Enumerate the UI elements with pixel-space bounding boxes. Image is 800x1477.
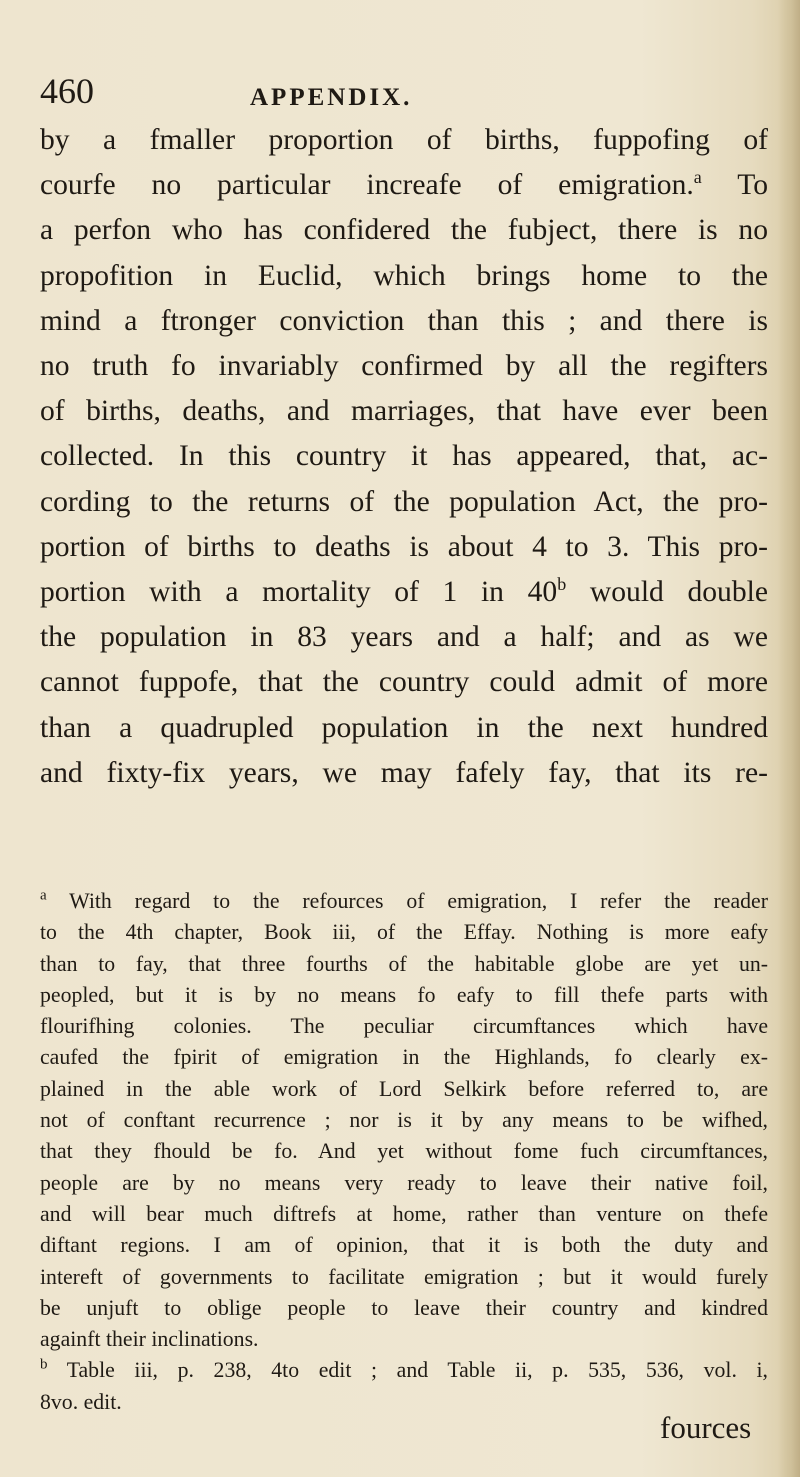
text-line: of births, deaths, and marriages, that have ever been — [40, 395, 768, 428]
footnote-ref: a — [693, 167, 702, 188]
footnote-line: be unjuft to oblige people to leave their country and kindred — [40, 1295, 768, 1320]
footnote-mark: a — [40, 887, 47, 904]
page-edge — [778, 0, 800, 1477]
text-line: portion of births to deaths is about 4 to 3. This pro- — [40, 530, 768, 563]
footnotes — [40, 886, 768, 1418]
footnote-line: $^b$ Table iii, p. 238, 4to edit ; and Table ii, p. 535, 536, vol. i, — [40, 1357, 768, 1383]
text-line: than a quadrupled population in the next hundred — [40, 711, 768, 744]
footnote-line: intereft of governments to facilitate emigration ; but it would furely — [40, 1264, 768, 1289]
footnote-line: flourifhing colonies. The peculiar circumftances which have — [40, 1014, 768, 1039]
footnote-line: caufed the fpirit of emigration in the Highlands, fo clearly ex- — [40, 1045, 768, 1070]
footnote-line: people are by no means very ready to leave their native foil, — [40, 1170, 768, 1195]
footnote-line: againft their inclinations. — [40, 1327, 259, 1352]
text-line: cannot fuppofe, that the country could admit of more — [40, 666, 768, 699]
footnote-line: plained in the able work of Lord Selkirk before referred to, are — [40, 1076, 768, 1101]
running-head: APPENDIX. — [250, 84, 413, 111]
footnote-line: 8vo. edit. — [40, 1389, 122, 1414]
footnote-line: than to fay, that three fourths of the habitable globe are yet un- — [40, 951, 768, 976]
footnote-line: and will bear much diftrefs at home, rather than venture on thefe — [40, 1201, 768, 1226]
page-header — [40, 70, 770, 118]
footnote-line: not of conftant recurrence ; nor is it by any means to be wifhed, — [40, 1108, 768, 1133]
text-line: portion with a mortality of 1 in 40$^b$ would double — [40, 574, 769, 609]
footnote-ref: b — [557, 574, 567, 595]
catchword: fources — [660, 1410, 752, 1445]
footnote-line: peopled, but it is by no means fo eafy to fill thefe parts with — [40, 982, 768, 1007]
text-line: propofition in Euclid, which brings home to the — [40, 259, 768, 292]
footnote-line: diftant regions. I am of opinion, that it is both the duty and — [40, 1233, 768, 1258]
footnote-line: $^a$ With regard to the refources of emigration, I refer the reader — [40, 887, 768, 913]
text-line: by a fmaller proportion of births, fuppofing of — [40, 124, 768, 156]
footnote-mark: b — [40, 1357, 48, 1374]
text-line: and fixty-fix years, we may fafely fay, that its re- — [40, 756, 768, 789]
text-line: cording to the returns of the population Act, the pro- — [40, 485, 768, 518]
footnote-line: that they fhould be fo. And yet without fome fuch circumftances, — [40, 1139, 768, 1164]
text-line: the population in 83 years and a half; and as we — [40, 621, 768, 654]
page-number: 460 — [40, 71, 94, 111]
text-line: courfe no particular increafe of emigration.$^a$ To — [40, 167, 768, 202]
main-text — [40, 118, 768, 796]
text-line: a perfon who has confidered the fubject, there is no — [40, 214, 768, 247]
text-line: collected. In this country it has appeared, that, ac- — [40, 440, 768, 473]
text-line: no truth fo invariably confirmed by all the regifters — [40, 350, 768, 383]
footnote-line: to the 4th chapter, Book iii, of the Effay. Nothing is more eafy — [40, 920, 768, 945]
text-line: mind a ftronger conviction than this ; and there is — [40, 304, 768, 337]
